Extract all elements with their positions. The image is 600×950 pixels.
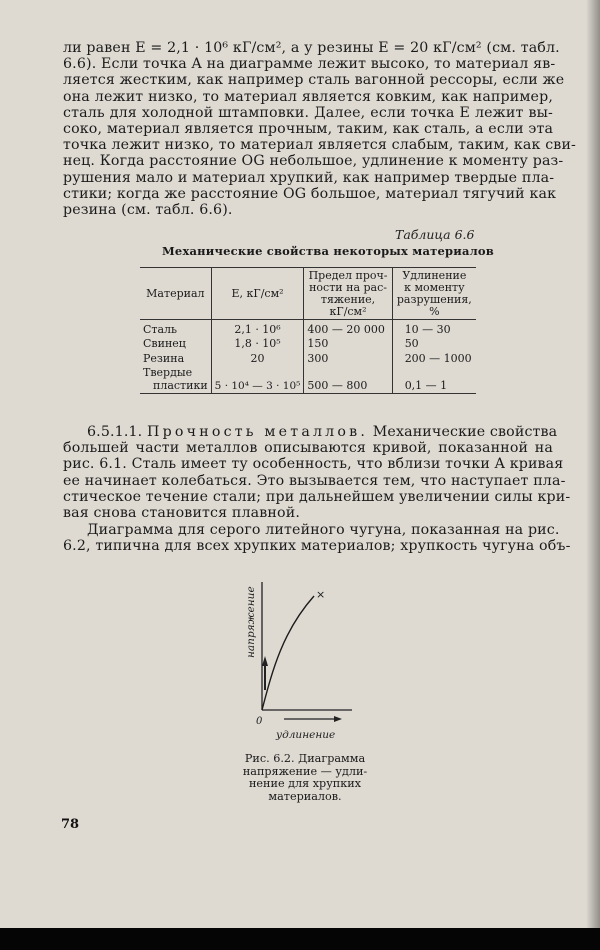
cell-strength: 300 — [304, 352, 392, 366]
table-row — [140, 366, 476, 393]
header-material: Материал — [140, 268, 211, 320]
y-axis-label: напряжение — [245, 586, 257, 658]
header-strength — [304, 268, 392, 320]
text-line: сталь для холодной штамповки. Далее, если точка E лежит вы- — [63, 104, 553, 121]
figure-caption-line: нение для хрупких — [248, 777, 362, 791]
y-arrow-head — [262, 656, 268, 666]
paragraph-cast-iron — [63, 522, 571, 555]
header-elongation-line: разрушения, — [396, 293, 472, 306]
stress-strain-diagram — [232, 582, 352, 750]
header-elongation-line: % — [429, 305, 440, 318]
page-edge-shadow — [586, 0, 600, 930]
cell-strength: 150 — [304, 337, 392, 351]
section-paragraph — [63, 424, 571, 522]
cell-material: Резина — [140, 352, 211, 366]
origin-label: 0 — [256, 716, 263, 727]
header-elongation — [392, 268, 476, 320]
cell-elongation: 200 — 1000 — [392, 352, 476, 366]
table-title: Механические свойства некоторых материалов — [162, 244, 494, 258]
text-line: стики; когда же расстояние OG большое, материал тягучий как — [63, 185, 557, 202]
cell-elongation: 10 — 30 — [392, 320, 476, 338]
cell-material-line: Твердые — [143, 366, 193, 380]
cell-material — [140, 366, 211, 393]
text-line: Механические свойства — [372, 424, 558, 440]
cell-modulus: 1,8 · 10⁵ — [211, 337, 304, 351]
text-line: ее начинает колебаться. Это вызывается тем, что наступает пла- — [63, 472, 566, 489]
brittle-curve — [262, 596, 314, 710]
header-modulus: E, кГ/см² — [211, 268, 304, 320]
table-header-row — [140, 268, 476, 320]
text-line: резина (см. табл. 6.6). — [63, 202, 233, 219]
x-axis-label: удлинение — [276, 729, 336, 741]
cell-material: Свинец — [140, 337, 211, 351]
table-caption: Таблица 6.6 — [395, 227, 475, 242]
paragraph-intro — [63, 40, 576, 219]
text-line: нец. Когда расстояние OG небольшое, удлинение к моменту раз- — [63, 153, 564, 170]
mechanical-properties-table — [140, 267, 476, 394]
text-line: ляется жестким, как например сталь вагонной рессоры, если же — [63, 72, 565, 89]
header-strength-line: кГ/см² — [329, 305, 367, 318]
cell-material-line: пластики — [153, 378, 208, 392]
text-line: точка лежит низко, то материал является слабым, таким, как сви- — [63, 137, 576, 154]
section-number: 6.5.1.1. — [87, 424, 143, 440]
page-number: 78 — [61, 817, 80, 832]
header-strength-line: ности на рас- — [309, 281, 387, 294]
text-line: вая снова становится плавной. — [63, 505, 300, 522]
text-line: она лежит низко, то материал является ковким, как например, — [63, 88, 553, 105]
section-heading-line — [63, 424, 558, 440]
table-row — [140, 320, 476, 338]
text-line: соко, материал является прочным, таким, как сталь, а если эта — [63, 121, 554, 138]
header-strength-line: тяжение, — [320, 293, 376, 306]
cell-strength: 400 — 20 000 — [304, 320, 392, 338]
table-row — [140, 352, 476, 366]
text-line: рушения мало и материал хрупкий, как например твердые пла- — [63, 169, 555, 186]
text-line: рис. 6.1. Сталь имеет ту особенность, что вблизи точки A кривая — [63, 456, 564, 473]
cell-strength: 500 — 800 — [304, 366, 392, 393]
break-point-mark: × — [316, 588, 326, 601]
text-line: Диаграмма для серого литейного чугуна, показанная на рис. — [87, 522, 560, 538]
cell-modulus: 2,1 · 10⁶ — [211, 320, 304, 338]
cell-elongation: 0,1 — 1 — [392, 366, 476, 393]
x-arrow-head — [334, 716, 342, 722]
figure-caption-line: Рис. 6.2. Диаграмма — [244, 752, 366, 765]
text-line: 6.2, типична для всех хрупких материалов; хрупкость чугуна объ- — [63, 538, 571, 555]
header-elongation-line: Удлинение — [402, 269, 467, 282]
section-title: Прочность металлов. — [147, 424, 369, 440]
text-line: стическое течение стали; при дальнейшем увеличении силы кри- — [63, 488, 571, 505]
header-elongation-line: к моменту — [404, 281, 465, 294]
figure-caption — [240, 753, 370, 803]
text-line: 6.6). Если точка A на диаграмме лежит высоко, то материал яв- — [63, 56, 556, 73]
text-line: ли равен E = 2,1 · 10⁶ кГ/см², а у резины E = 20 кГ/см² (см. табл. — [63, 40, 560, 56]
header-strength-line: Предел проч- — [308, 269, 388, 282]
cell-modulus: 20 — [211, 352, 304, 366]
cell-elongation: 50 — [392, 337, 476, 351]
cell-modulus: 5 · 10⁴ — 3 · 10⁵ — [211, 366, 304, 393]
text-line: большей части металлов описываются кривой, показанной на — [63, 440, 553, 457]
figure-caption-line: материалов. — [268, 789, 342, 803]
table-row — [140, 337, 476, 351]
figure-caption-line: напряжение — удли- — [242, 764, 368, 778]
cell-material: Сталь — [140, 320, 211, 338]
